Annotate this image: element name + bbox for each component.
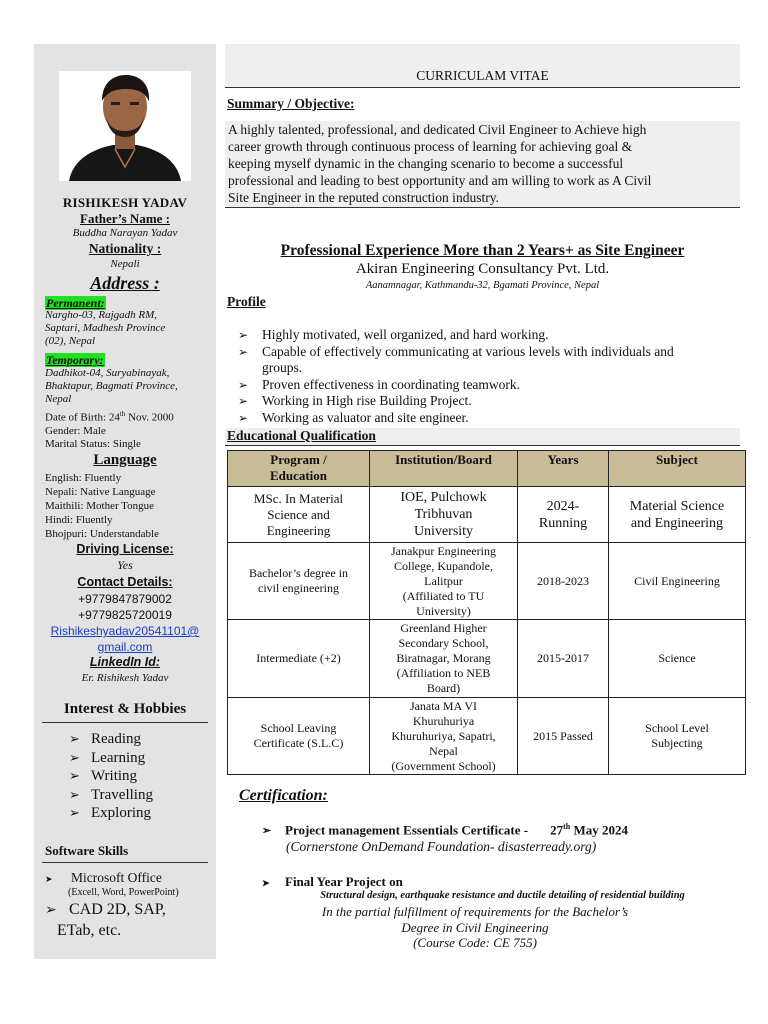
temporary-address-line: Nepal <box>45 393 72 405</box>
education-heading: Educational Qualification <box>227 428 376 443</box>
summary-box <box>225 121 740 208</box>
arrow-bullet-icon: ➢ <box>69 731 80 746</box>
cell-text: Engineering <box>266 522 331 538</box>
table-row <box>228 487 746 543</box>
hobby-item <box>69 804 153 823</box>
cert-date: May 2024 <box>570 822 628 838</box>
cell-text: Khuruhuriya, Sapatri, <box>391 728 496 743</box>
cert-item <box>262 822 628 838</box>
company-name: Akiran Engineering Consultancy Pvt. Ltd. <box>355 261 610 277</box>
personal-details <box>45 408 213 451</box>
cell-text: School Leaving <box>260 721 337 735</box>
phone-list <box>34 591 216 623</box>
table-header <box>370 451 518 487</box>
software-item <box>45 900 213 941</box>
cell-text: Greenland Higher <box>400 621 487 635</box>
arrow-bullet-icon: ➢ <box>45 903 57 918</box>
arrow-bullet-icon: ➤ <box>45 874 53 884</box>
header-text: Subject <box>656 452 698 467</box>
cell-text: University) <box>416 603 471 618</box>
cell-text: Science and <box>267 506 330 522</box>
nationality-value: Nepali <box>110 258 140 270</box>
date-of-birth <box>45 408 213 425</box>
summary-line: professional and leading to best opportunity and am willing to work as A Civil <box>228 173 652 188</box>
summary-line: Site Engineer in the reputed construction industry. <box>228 190 499 205</box>
marital-status: Marital Status: Single <box>45 437 141 450</box>
arrow-bullet-icon: ➢ <box>262 825 272 838</box>
dob-sup: th <box>119 410 126 418</box>
cell-text: and Engineering <box>630 515 724 531</box>
cell-text: Janakpur Engineering <box>391 543 496 558</box>
driving-license-label: Driving License: <box>76 542 174 556</box>
hobby-label: Reading <box>91 731 141 747</box>
cell-text: Janata MA VI <box>409 698 478 713</box>
table-cell <box>370 543 518 620</box>
cell-text: 2015 Passed <box>533 728 593 743</box>
profile-item <box>228 344 743 377</box>
sidebar <box>34 44 216 959</box>
cell-text: College, Kupandole, <box>394 558 493 573</box>
cell-text: (Affiliated to TU <box>402 588 485 603</box>
permanent-address <box>45 309 213 348</box>
candidate-name: RISHIKESH YADAV <box>62 195 188 210</box>
profile-text: Capable of effectively communicating at various levels with individuals and <box>262 343 674 359</box>
arrow-bullet-icon: ➢ <box>238 344 249 359</box>
email-link[interactable] <box>34 623 216 655</box>
cell-text: (Government School) <box>391 758 496 773</box>
cell-text: Nepal <box>429 743 458 758</box>
phone-number[interactable]: +9779847879002 <box>78 592 172 606</box>
hobby-item <box>69 767 153 786</box>
arrow-bullet-icon: ➢ <box>238 410 249 425</box>
table-cell <box>228 620 370 698</box>
cert-date-sup: th <box>563 822 571 831</box>
hobby-label: Travelling <box>91 786 153 803</box>
profile-text: Working in High rise Building Project. <box>262 393 472 408</box>
cell-text: Subjecting <box>651 736 703 750</box>
cell-text: Bachelor’s degree in <box>248 566 349 580</box>
profile-text: Highly motivated, well organized, and hard working. <box>262 327 549 342</box>
hobby-label: Exploring <box>91 805 151 821</box>
header-text: Institution/Board <box>395 452 492 467</box>
hobby-item <box>69 786 153 805</box>
nationality-label: Nationality : <box>88 241 162 256</box>
cell-text: Khuruhuriya <box>412 713 475 728</box>
cell-text: Tribhuvan <box>414 507 473 522</box>
software-skills-heading: Software Skills <box>45 843 129 858</box>
profile-photo <box>59 71 191 181</box>
cert-detail-line: (Course Code: CE 755) <box>413 935 537 950</box>
summary-text <box>228 121 651 206</box>
cell-text: 2018-2023 <box>537 573 589 588</box>
temporary-address-line: Dadhikot-04, Suryabinayak, <box>45 367 170 379</box>
gender: Gender: Male <box>45 424 106 437</box>
software-label: Microsoft Office <box>71 870 162 885</box>
cell-text: Biratnagar, Morang <box>396 651 491 665</box>
summary-line: keeping myself dynamic in the changing scenario to become a successful <box>228 156 624 171</box>
cert-date: 27 <box>550 822 564 838</box>
table-cell <box>370 620 518 698</box>
language-item: Bhojpuri: Understandable <box>45 528 159 540</box>
profile-item <box>228 410 743 427</box>
table-cell <box>518 487 609 543</box>
cell-text: (Affiliation to NEB <box>396 666 491 680</box>
experience-heading: Professional Experience More than 2 Years+ as Site Engineer <box>280 242 685 259</box>
interest-hobbies-heading: Interest & Hobbies <box>63 701 187 717</box>
cell-text: IOE, Pulchowk <box>400 490 487 505</box>
language-item: Hindi: Fluently <box>45 514 113 526</box>
email-line[interactable]: Rishikeshyadav20541101@ <box>50 624 200 638</box>
dob-suffix: Nov. 2000 <box>125 411 174 424</box>
table-cell <box>609 487 746 543</box>
hobby-label: Writing <box>91 768 138 784</box>
table-cell <box>609 698 746 775</box>
language-item: English: Fluently <box>45 472 122 484</box>
language-item: Maithili: Mother Tongue <box>45 500 155 512</box>
hobbies-list <box>69 730 153 823</box>
software-item <box>45 870 213 886</box>
profile-list <box>228 327 743 426</box>
arrow-bullet-icon: ➢ <box>238 394 249 408</box>
table-cell <box>228 543 370 620</box>
address-label: Address : <box>90 273 160 293</box>
cell-text: Science <box>658 651 696 665</box>
language-heading: Language <box>93 452 157 468</box>
table-row <box>228 620 746 698</box>
cert-item <box>262 874 403 890</box>
language-item: Nepali: Native Language <box>45 486 156 498</box>
cert-title: Project management Essentials Certificate - <box>285 822 529 838</box>
summary-heading: Summary / Objective: <box>227 96 355 111</box>
software-label: ETab, etc. <box>57 922 122 939</box>
profile-text: Proven effectiveness in coordinating teamwork. <box>262 376 521 392</box>
interest-divider <box>42 722 208 723</box>
arrow-bullet-icon: ➢ <box>238 328 249 342</box>
table-cell <box>518 698 609 775</box>
dob-prefix: Date of Birth: 24 <box>45 411 120 424</box>
arrow-bullet-icon: ➢ <box>69 786 80 802</box>
father-name-label: Father’s Name : <box>80 211 170 226</box>
header-text: Education <box>269 468 328 483</box>
permanent-address-label: Permanent: <box>46 296 105 310</box>
cell-text: civil engineering <box>258 581 339 595</box>
cert-topic: Structural design, earthquake resistance and ductile detailing of residential building <box>320 890 685 901</box>
summary-line: career growth through continuous process of learning for achieving goal & <box>228 139 633 154</box>
language-list <box>45 471 213 541</box>
table-cell <box>370 487 518 543</box>
arrow-bullet-icon: ➢ <box>238 377 249 392</box>
cell-text: MSc. In Material <box>253 490 344 506</box>
table-row <box>228 698 746 775</box>
table-header <box>228 451 370 487</box>
header-banner <box>225 44 740 88</box>
profile-item <box>228 377 743 394</box>
table-cell <box>609 543 746 620</box>
hobby-label: Learning <box>91 749 146 766</box>
cell-text: School Level <box>645 721 709 735</box>
profile-item <box>228 393 743 410</box>
table-cell <box>518 543 609 620</box>
education-heading-bar <box>225 428 740 446</box>
header-text: Program / <box>270 452 327 467</box>
summary-line: A highly talented, professional, and dedicated Civil Engineer to Achieve high <box>228 122 647 137</box>
certification-heading: Certification: <box>239 787 328 804</box>
father-name-value: Buddha Narayan Yadav <box>72 227 178 239</box>
temporary-address-label: Temporary: <box>46 353 104 367</box>
header-text: Years <box>547 452 579 467</box>
software-sub: (Excell, Word, PowerPoint) <box>68 887 179 898</box>
driving-license-value: Yes <box>117 558 133 572</box>
cert-org: (Cornerstone OnDemand Foundation- disasterready.org) <box>286 839 597 854</box>
linkedin-label: LinkedIn Id: <box>89 655 161 669</box>
table-header-row <box>228 451 746 487</box>
education-table <box>227 450 746 775</box>
permanent-address-line: Nargho-03, Rajgadh RM, <box>45 309 158 321</box>
profile-heading: Profile <box>227 294 266 309</box>
permanent-address-line: Saptari, Madhesh Province <box>45 322 166 334</box>
table-header <box>609 451 746 487</box>
cell-text: Certificate (S.L.C) <box>253 736 344 750</box>
profile-text: Working as valuator and site engineer. <box>262 409 469 425</box>
company-address: Aanamnagar, Kathmandu-32, Bgamati Province, Nepal <box>365 280 600 291</box>
arrow-bullet-icon: ➢ <box>69 768 80 783</box>
permanent-address-line: (02), Nepal <box>45 335 96 347</box>
email-line[interactable]: gmail.com <box>97 640 153 654</box>
table-cell <box>609 620 746 698</box>
cell-text: Secondary School, <box>398 636 489 650</box>
arrow-bullet-icon: ➢ <box>69 805 80 820</box>
cert-detail-line: In the partial fulfillment of requirements for the Bachelor’s <box>321 904 629 919</box>
table-cell <box>370 698 518 775</box>
arrow-bullet-icon: ➤ <box>262 878 270 888</box>
table-cell <box>228 487 370 543</box>
hobby-item <box>69 730 153 749</box>
profile-item <box>228 327 743 344</box>
contact-details-label: Contact Details: <box>77 575 173 589</box>
table-cell <box>228 698 370 775</box>
cell-text: University <box>413 524 474 539</box>
software-divider <box>42 862 208 863</box>
cell-text: Board) <box>426 681 461 695</box>
cell-text: Running <box>538 515 588 531</box>
profile-photo-image <box>59 71 191 181</box>
document-title: CURRICULAM VITAE <box>416 68 549 83</box>
cert-detail-line: Degree in Civil Engineering <box>401 919 549 935</box>
table-cell <box>518 620 609 698</box>
cell-text: Lalitpur <box>424 573 463 588</box>
cell-text: 2015-2017 <box>537 651 589 665</box>
profile-text: groups. <box>262 360 303 375</box>
hobby-item <box>69 749 153 768</box>
temporary-address <box>45 367 213 406</box>
cell-text: Civil Engineering <box>634 573 720 588</box>
linkedin-value[interactable]: Er. Rishikesh Yadav <box>81 672 169 684</box>
arrow-bullet-icon: ➢ <box>69 749 80 765</box>
cell-text: 2024- <box>546 498 580 514</box>
temporary-address-line: Bhaktapur, Bagmati Province, <box>45 380 178 392</box>
table-header <box>518 451 609 487</box>
phone-number[interactable]: +9779825720019 <box>78 608 172 622</box>
cert-details <box>250 904 700 951</box>
cell-text: Material Science <box>629 498 725 514</box>
cell-text: Intermediate (+2) <box>256 651 341 665</box>
software-label: CAD 2D, SAP, <box>69 901 166 918</box>
cert-title: Final Year Project on <box>285 874 403 889</box>
table-row <box>228 543 746 620</box>
